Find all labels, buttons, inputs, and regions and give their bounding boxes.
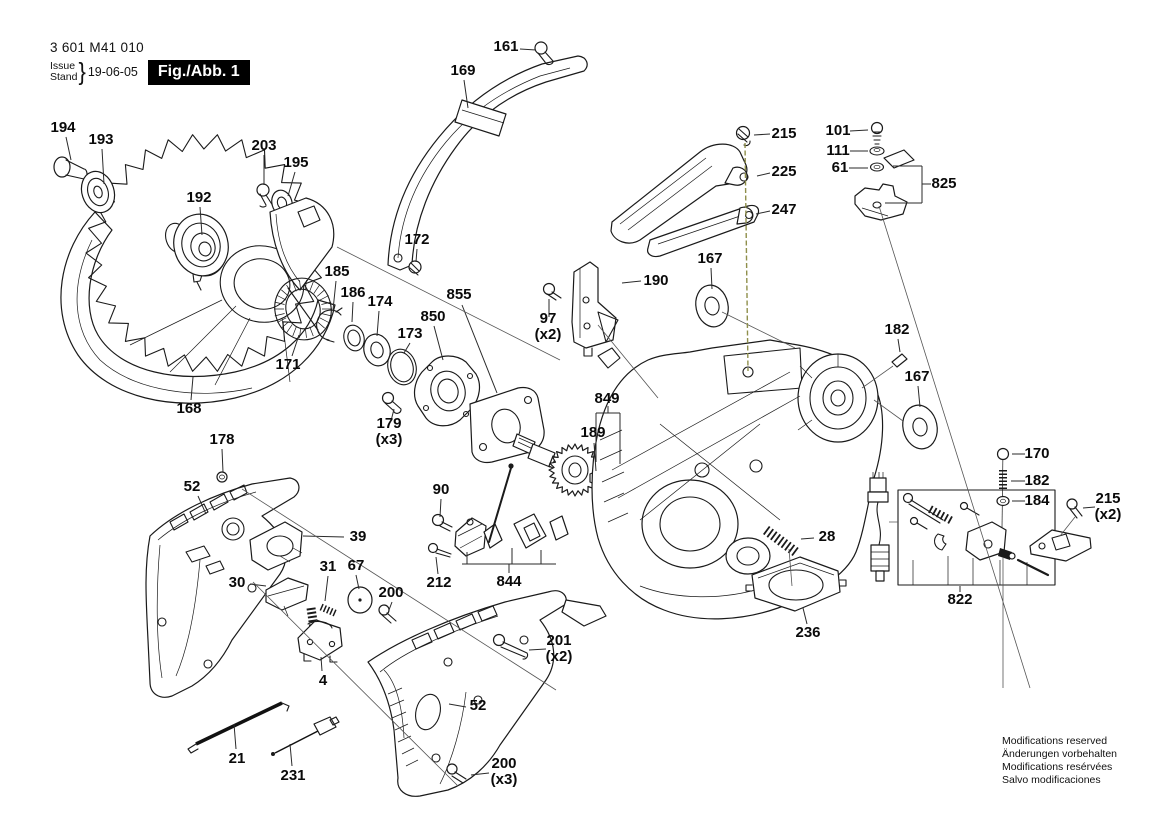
- part-callout-215: 215: [771, 125, 797, 142]
- part-callout-31: 31: [319, 558, 337, 575]
- part-callout-179: 179 (x3): [375, 415, 403, 448]
- part-callout-215: 215 (x2): [1094, 490, 1122, 523]
- part-callout-111: 111: [826, 142, 850, 159]
- part-callout-193: 193: [88, 131, 114, 148]
- figure-number-box: Fig./Abb. 1: [148, 60, 250, 85]
- part-callout-200: 200: [378, 584, 404, 601]
- part-callout-855: 855: [446, 286, 472, 303]
- issue-label-de: Stand: [50, 71, 78, 83]
- part-callout-190: 190: [643, 272, 669, 289]
- part-callout-170: 170: [1024, 445, 1050, 462]
- part-callout-225: 225: [771, 163, 797, 180]
- part-callout-167: 167: [697, 250, 723, 267]
- part-callout-61: 61: [831, 159, 849, 176]
- part-callout-247: 247: [771, 201, 797, 218]
- note-de: Änderungen vorbehalten: [1002, 748, 1118, 760]
- part-callout-192: 192: [186, 189, 212, 206]
- part-callout-184: 184: [1024, 492, 1050, 509]
- pivot-arm: [388, 42, 587, 275]
- part-callout-231: 231: [280, 767, 306, 784]
- part-callout-97: 97 (x2): [534, 310, 562, 343]
- part-callout-195: 195: [283, 154, 309, 171]
- modification-notes: [1002, 735, 1117, 787]
- part-callout-171: 171: [275, 356, 301, 373]
- part-callout-194: 194: [50, 119, 76, 136]
- leader-lines: [66, 49, 1095, 786]
- part-callout-203: 203: [251, 137, 277, 154]
- part-callout-168: 168: [176, 400, 202, 417]
- part-callout-90: 90: [432, 481, 450, 498]
- bracket-hardware-825: [855, 123, 914, 221]
- part-callout-844: 844: [496, 573, 522, 590]
- part-callout-849: 849: [594, 390, 620, 407]
- part-callout-167: 167: [904, 368, 930, 385]
- part-callout-185: 185: [324, 263, 350, 280]
- part-callout-4: 4: [318, 672, 328, 689]
- part-callout-52: 52: [183, 478, 201, 495]
- title-block: [50, 40, 250, 85]
- part-callout-178: 178: [209, 431, 235, 448]
- part-callout-28: 28: [818, 528, 836, 545]
- handle-shell-right: [188, 591, 606, 797]
- issue-date: 19-06-05: [87, 65, 138, 79]
- part-callout-822: 822: [947, 591, 973, 608]
- part-callout-173: 173: [397, 325, 423, 342]
- part-callout-52: 52: [469, 697, 487, 714]
- part-callout-30: 30: [228, 574, 246, 591]
- brace-glyph: }: [78, 57, 86, 86]
- part-callout-201: 201 (x2): [545, 632, 573, 665]
- part-callout-182: 182: [1024, 472, 1050, 489]
- part-callout-39: 39: [349, 528, 367, 545]
- part-callout-101: 101: [825, 122, 851, 139]
- part-callout-182: 182: [884, 321, 910, 338]
- drive-shaft-and-gear: [513, 434, 604, 496]
- note-fr: Modifications resérvées: [1002, 761, 1113, 773]
- type-number: 3 601 M41 010: [50, 40, 144, 55]
- part-callout-67: 67: [347, 557, 365, 574]
- note-en: Modifications reserved: [1002, 735, 1108, 747]
- part-callout-236: 236: [795, 624, 821, 641]
- part-callout-825: 825: [931, 175, 957, 192]
- mount-bracket-190: [544, 262, 619, 356]
- switch-group-844: [429, 463, 569, 557]
- part-callout-172: 172: [404, 231, 430, 248]
- note-es: Salvo modificaciones: [1002, 774, 1101, 786]
- part-callout-174: 174: [367, 293, 393, 310]
- part-callout-169: 169: [450, 62, 476, 79]
- part-callout-212: 212: [426, 574, 452, 591]
- part-callout-200: 200 (x3): [490, 755, 518, 788]
- part-callout-21: 21: [228, 750, 246, 767]
- top-cover-and-bar: [611, 127, 759, 257]
- upper-guard-mount: [270, 198, 334, 290]
- issue-label-en: Issue: [50, 60, 76, 72]
- part-callout-186: 186: [340, 284, 366, 301]
- part-callout-189: 189: [580, 424, 606, 441]
- spindle-ring-stack: [268, 272, 544, 463]
- part-callout-161: 161: [493, 38, 519, 55]
- part-callout-850: 850: [420, 308, 446, 325]
